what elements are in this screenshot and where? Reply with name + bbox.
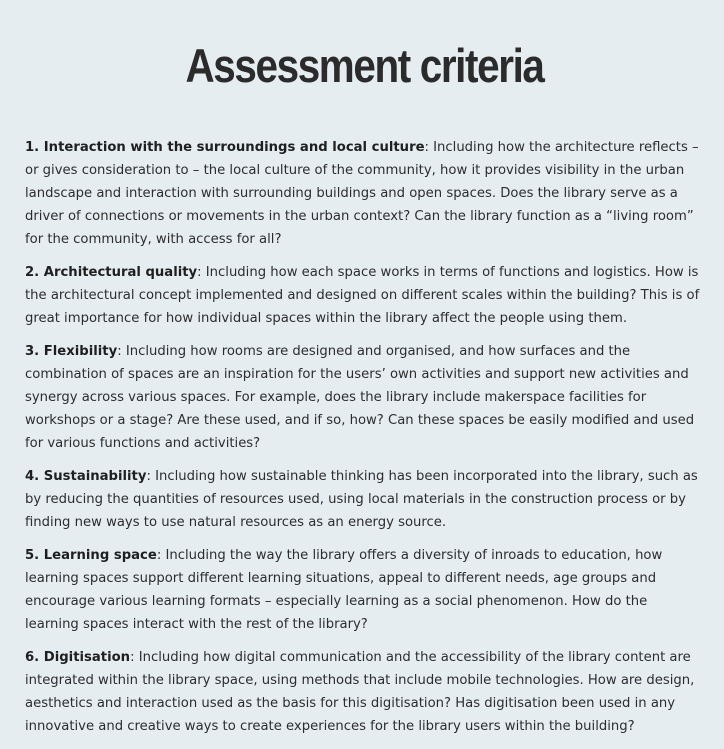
criterion-item (25, 136, 704, 251)
criterion-heading: 3. Flexibility (25, 344, 118, 359)
criterion-item (25, 544, 704, 636)
criterion-item (25, 340, 704, 455)
criterion-heading: 4. Sustainability (25, 469, 147, 484)
page-title: Assessment criteria (185, 39, 544, 92)
criteria-list (25, 136, 704, 738)
criterion-item (25, 465, 704, 534)
criterion-heading: 2. Architectural quality (25, 265, 198, 280)
criterion-body: : Including how sustainable thinking has been incorporated into the library, such as by reducing the quantities of resources used, using local materials in the construction process or by finding new ways to use natural resources as an energy source. (25, 469, 698, 530)
criterion-body: : Including how each space works in terms of functions and logistics. How is the architectural concept implemented and designed on different scales within the building? This is of great importance for how individual spaces within the library affect the people using them. (25, 265, 700, 326)
criterion-body: : Including the way the library offers a diversity of inroads to education, how learning spaces support different learning situations, appeal to different needs, age groups and encourage various learning formats – especially learning as a social phenomenon. How do the learning spaces interact with the rest of the library? (25, 548, 663, 632)
criterion-body: : Including how rooms are designed and organised, and how surfaces and the combination of spaces are an inspiration for the users’ own activities and support new activities and synergy across various spaces. For example, does the library include makerspace facilities for workshops or a stage? Are these used, and if so, how? Can these spaces be easily modified and used for various functions and activities? (25, 344, 695, 451)
criterion-item (25, 261, 704, 330)
criterion-body: : Including how digital communication and the accessibility of the library content are integrated within the library space, using methods that include mobile technologies. How are design, aesthetics and interaction used as the basis for this digitisation? Has digitisation been used in any innovative and creative ways to create experiences for the library users within the building? (25, 650, 695, 734)
criterion-heading: 5. Learning space (25, 548, 157, 563)
criterion-item (25, 646, 704, 738)
criterion-heading: 6. Digitisation (25, 650, 131, 665)
criterion-heading: 1. Interaction with the surroundings and local culture (25, 140, 425, 155)
criterion-body: : Including how the architecture reflects – or gives consideration to – the local culture of the community, how it provides visibility in the urban landscape and interaction with surrounding buildings and open spaces. Does the library serve as a driver of connections or movements in the urban context? Can the library function as a “living room” for the community, with access for all? (25, 140, 699, 247)
